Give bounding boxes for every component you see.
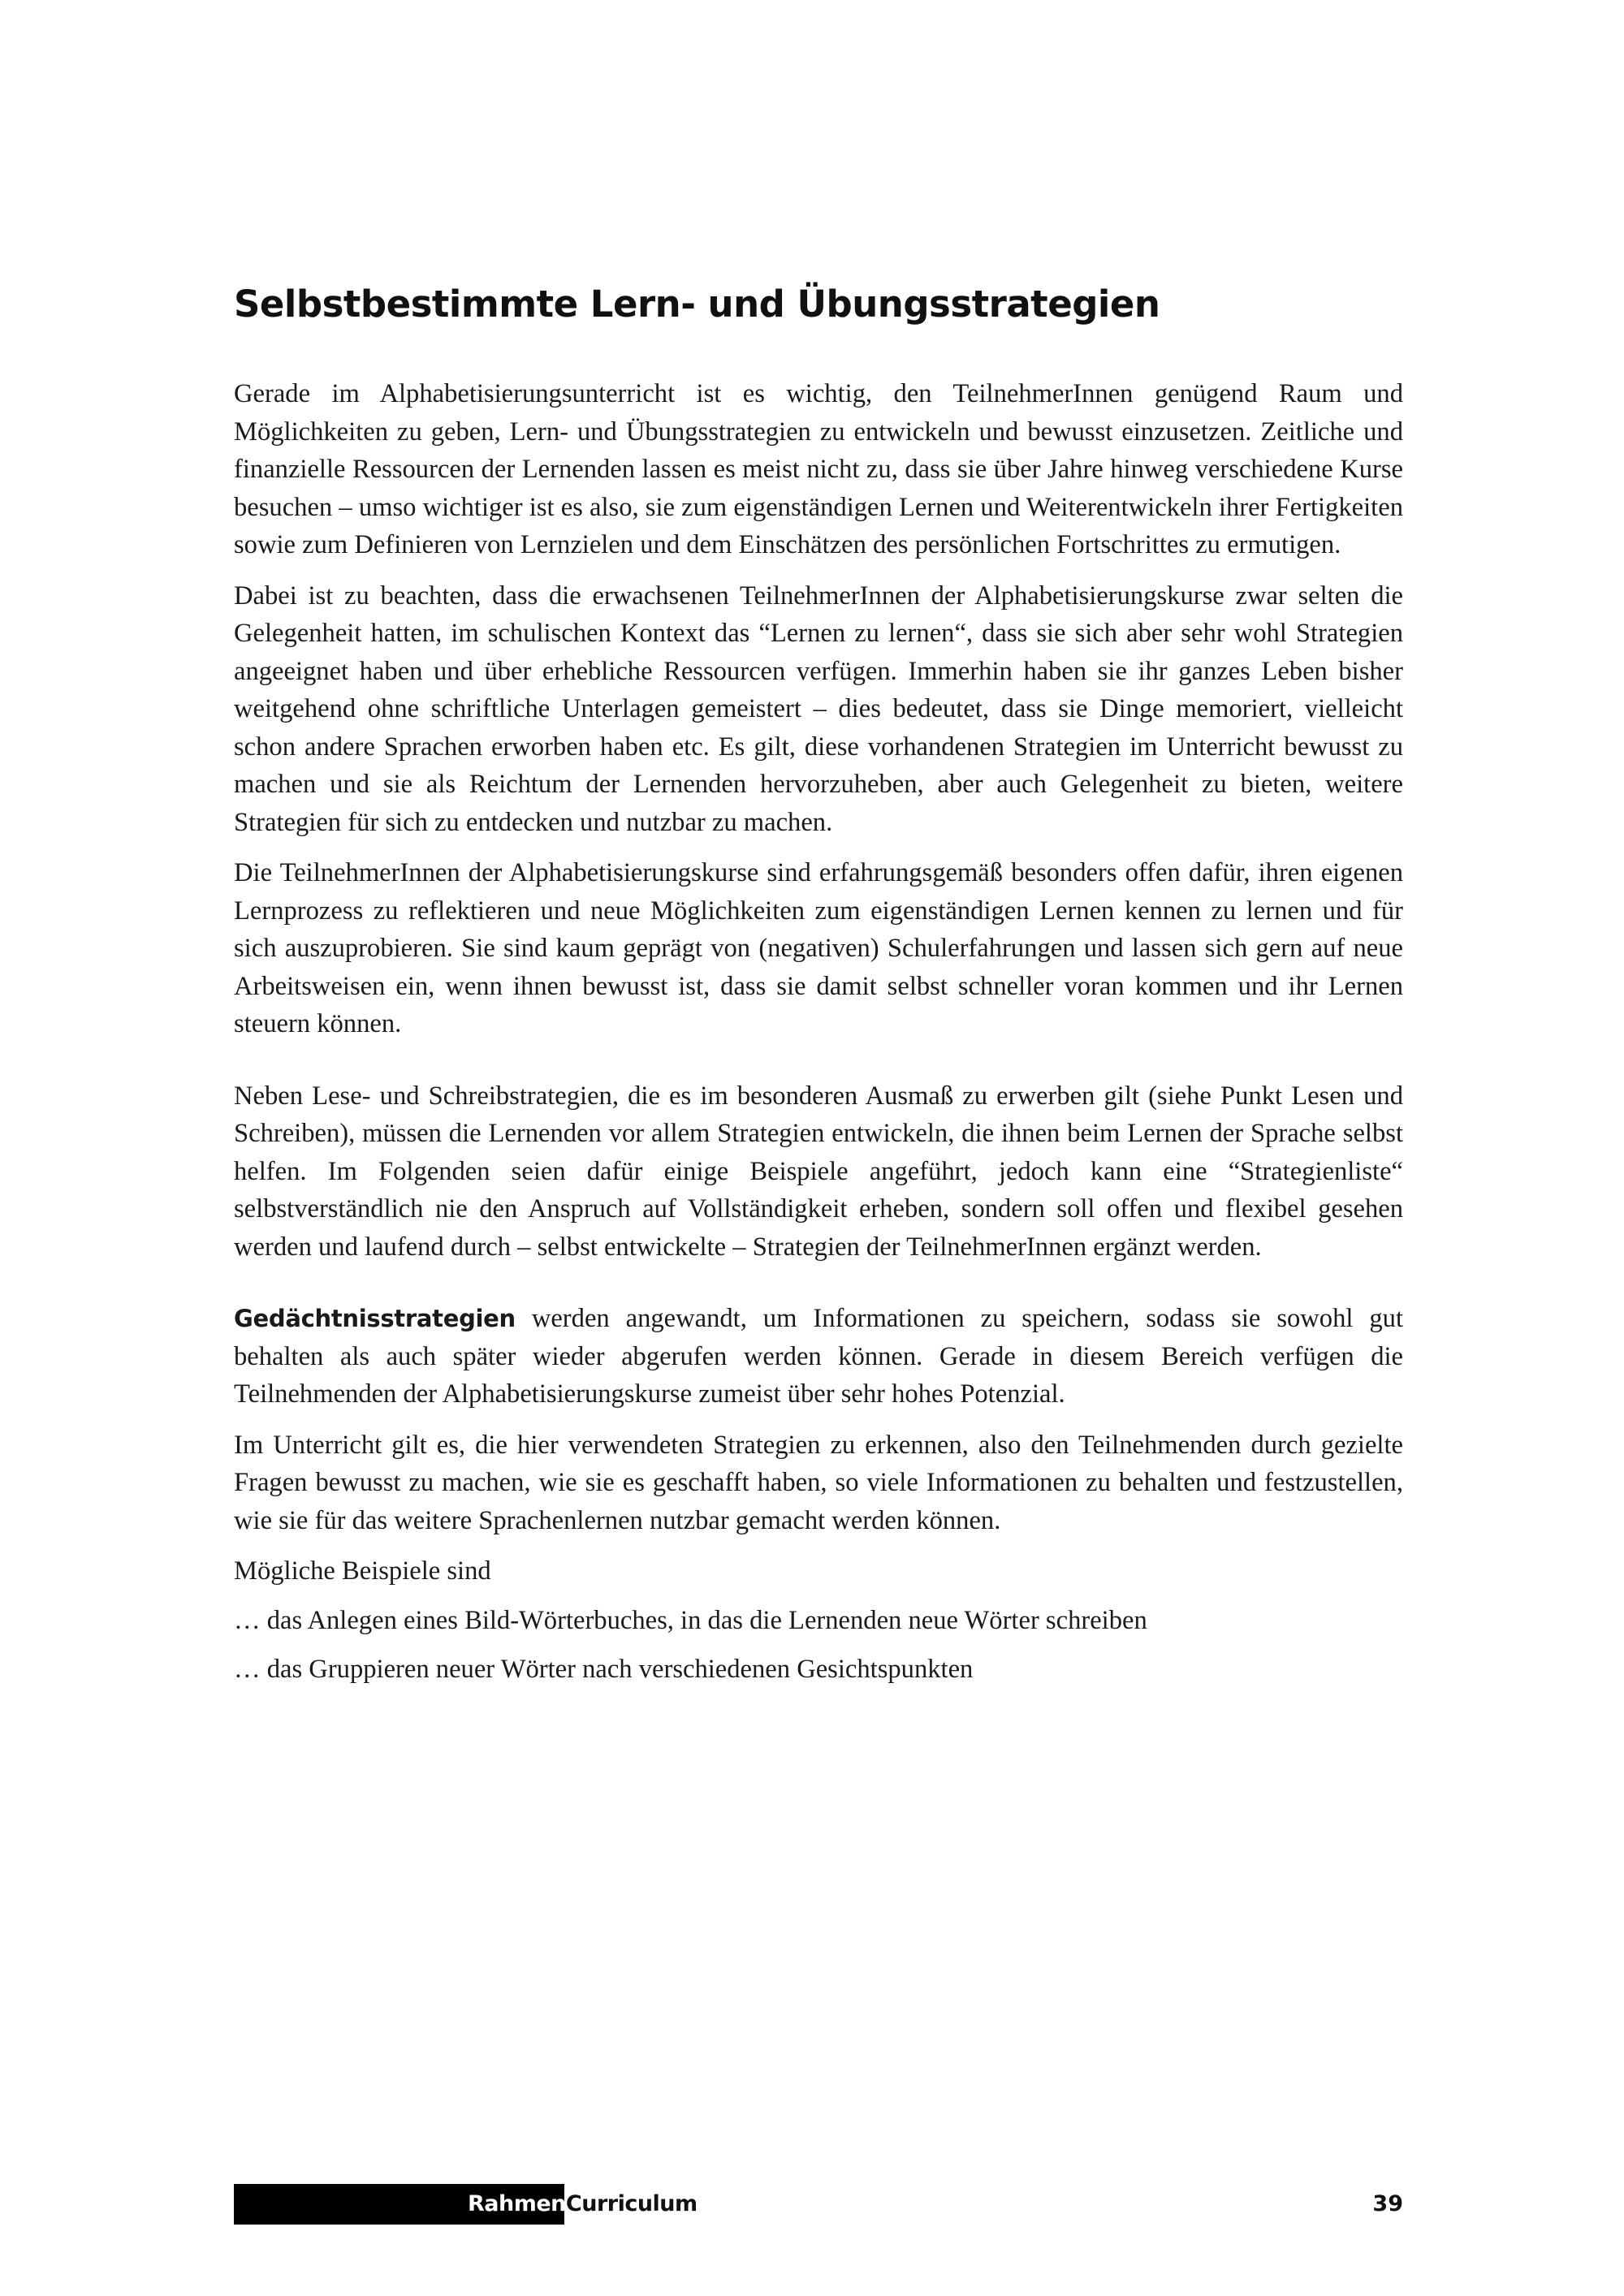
examples-intro: Mögliche Beispiele sind <box>234 1556 491 1586</box>
paragraph-openness: Die TeilnehmerInnen der Alphabetisierungskurse sind erfahrungsgemäß besonders offen dafür, ihren eigenen Lernprozess zu reflektieren und neue Möglichkeiten zum eigenständigen Lernen kennen zu lernen und für sich auszuprobieren. Sie sind kaum geprägt von (negativen) Schulerfahrungen und lassen sich gern auf neue Arbeitsweisen ein, wenn ihnen bewusst ist, dass sie damit selbst schneller voran kommen und ihr Lernen steuern können. <box>234 858 1403 1038</box>
body-text <box>234 375 1403 1700</box>
paragraph-considerations: Dabei ist zu beachten, dass die erwachsenen TeilnehmerInnen der Alphabetisierungskurse zwar selten die Gelegenheit hatten, im schulischen Kontext das “Lernen zu lernen“, dass sie sich aber sehr wohl Strategien angeeignet haben und über erhebliche Ressourcen verfügen. Immerhin haben sie ihr ganzes Leben bisher weitgehend ohne schriftliche Unterlagen gemeistert – dies bedeutet, dass sie Dinge memoriert, vielleicht schon andere Sprachen erworben haben etc. Es gilt, diese vorhandenen Strategien im Unterricht bewusst zu machen und sie als Reichtum der Lernenden hervorzuheben, aber auch Gelegenheit zu bieten, weitere Strategien für sich zu entdecken und nutzbar zu machen. <box>234 580 1403 837</box>
paragraph-strategy-list: Neben Lese- und Schreibstrategien, die es im besonderen Ausmaß zu erwerben gilt (siehe Punkt Lesen und Schreiben), müssen die Lernenden vor allem Strategien entwickeln, die ihnen beim Lernen der Sprache selbst helfen. Im Folgenden seien dafür einige Beispiele angeführt, jedoch kann eine “Strategienliste“ selbstverständlich nie den Anspruch auf Vollständigkeit erheben, sondern soll offen und flexibel gesehen werden und laufend durch – selbst entwickelte – Strategien der TeilnehmerInnen ergänzt werden. <box>234 1081 1403 1262</box>
footer-brand <box>468 2184 698 2225</box>
paragraph-intro: Gerade im Alphabetisierungsunterricht ist es wichtig, den TeilnehmerInnen genügend Raum und Möglichkeiten zu geben, Lern- und Übungsstrategien zu entwickeln und bewusst einzusetzen. Zeitliche und finanzielle Ressourcen der Lernenden lassen es meist nicht zu, dass sie über Jahre hinweg verschiedene Kurse besuchen – umso wichtiger ist es also, sie zum eigenständigen Lernen und Weiterentwickeln ihrer Fertigkeiten sowie zum Definieren von Lernzielen und dem Einschätzen des persönlichen Fortschrittes zu ermutigen. <box>234 379 1403 559</box>
example-item: … das Gruppieren neuer Wörter nach verschiedenen Gesichtspunkten <box>234 1655 974 1684</box>
term-memory-strategies: Gedächtnisstrategien <box>234 1305 516 1332</box>
page-footer <box>234 2184 1403 2225</box>
brand-curriculum: Curriculum <box>565 2191 698 2216</box>
paragraph-in-class: Im Unterricht gilt es, die hier verwendeten Strategien zu erkennen, also den Teilnehmenden durch gezielte Fragen bewusst zu machen, wie sie es geschafft haben, so viele Informationen zu behalten und festzustellen, wie sie für das weitere Sprachenlernen nutzbar gemacht werden können. <box>234 1430 1403 1535</box>
page-number: 39 <box>1372 2191 1403 2216</box>
memory-strategies-text: werden angewandt, um Informationen zu speichern, sodass sie sowohl gut behalten als auch später wieder abgerufen werden können. Gerade in diesem Bereich verfügen die Teilnehmenden der Alphabetisierungskurse zumeist über sehr hohes Potenzial. <box>234 1304 1403 1409</box>
paragraph-memory-strategies <box>234 1300 1403 1413</box>
page-title: Selbstbestimmte Lern- und Übungsstrategien <box>234 283 1160 326</box>
example-item: … das Anlegen eines Bild-Wörterbuches, in das die Lernenden neue Wörter schreiben <box>234 1605 1147 1635</box>
brand-rahmen: Rahmen <box>468 2191 566 2216</box>
